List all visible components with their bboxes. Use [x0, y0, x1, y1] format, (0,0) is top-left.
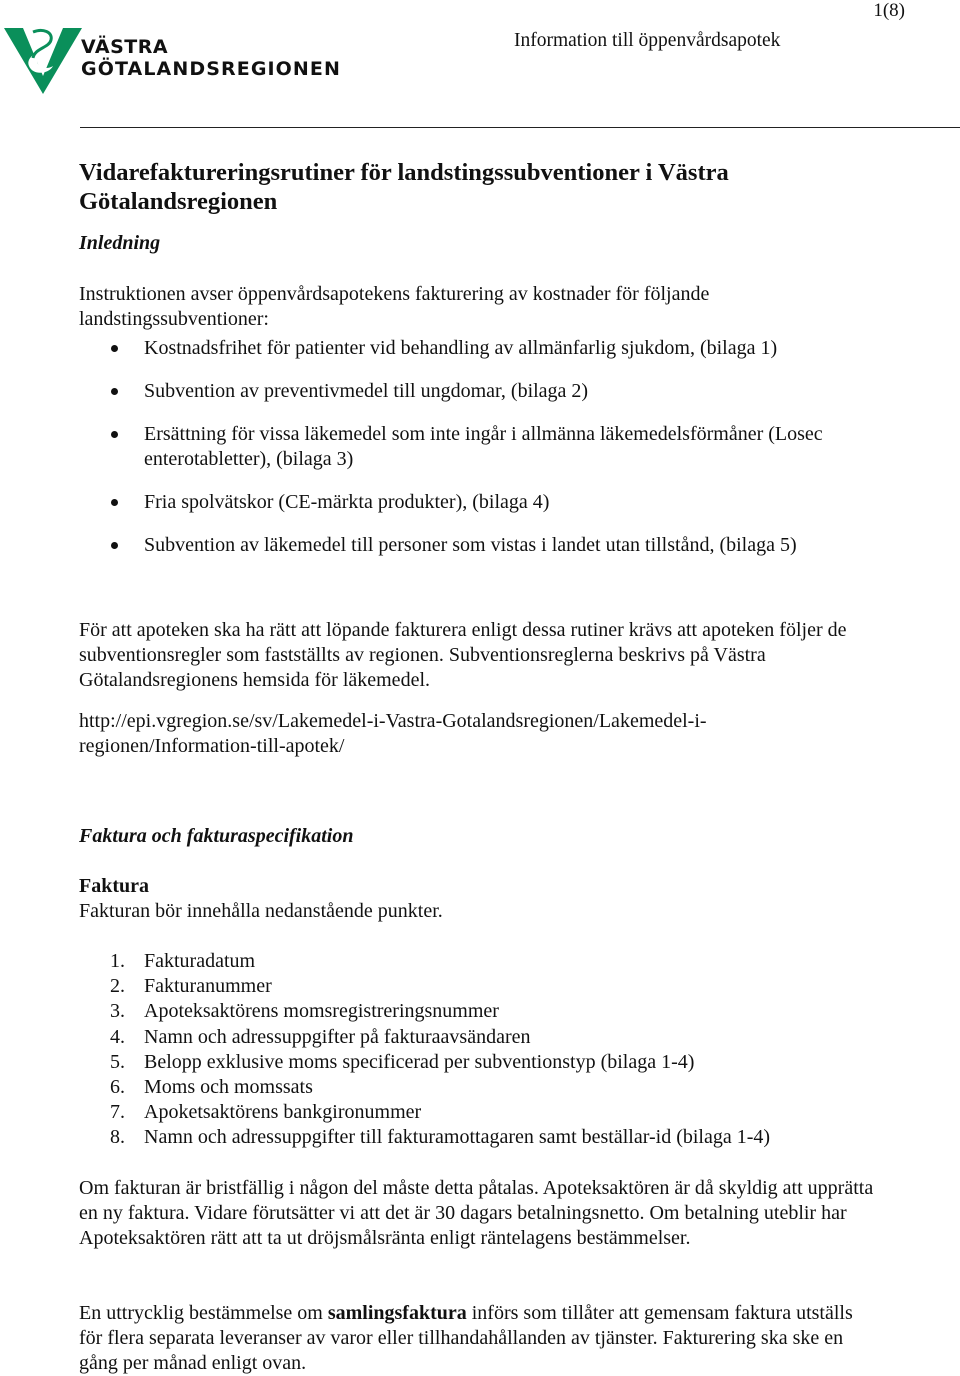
faktura-label: Faktura	[79, 875, 149, 897]
page-number: 1(8)	[873, 0, 905, 21]
list-item: 5. Belopp exklusive moms specificerad per subventionstyp (bilaga 1-4)	[110, 1050, 695, 1073]
header-divider	[80, 127, 960, 128]
list-item: 6. Moms och momssats	[110, 1076, 313, 1099]
list-item: 7. Apoketsaktörens bankgironummer	[110, 1101, 422, 1124]
collective-invoice-term: samlingsfaktura	[327, 1302, 467, 1324]
list-item: 8. Namn och adressuppgifter till fakturamottagaren samt beställar-id (bilaga 1-4)	[110, 1126, 771, 1149]
logo-text-line1: VÄSTRA	[81, 36, 169, 58]
list-item: 4. Namn och adressuppgifter på fakturaavsändaren	[110, 1025, 531, 1048]
invoice-items-list	[110, 949, 770, 1151]
subsidy-list	[108, 336, 868, 576]
faktura-intro: Fakturan bör innehålla nedanstående punkter.	[79, 900, 443, 922]
collective-invoice-paragraph: En uttrycklig bestämmelse om samlingsfaktura införs som tillåter att gemensam faktura utställs för flera separata leveranser av varor eller tillhandahållanden av tjänster. Fakturering ska ske en gång per månad enligt ovan.	[79, 1302, 853, 1374]
header-title: Information till öppenvårdsapotek	[514, 30, 781, 51]
list-item: Subvention av preventivmedel till ungdomar, (bilaga 2)	[108, 379, 868, 404]
list-item: Subvention av läkemedel till personer som vistas i landet utan tillstånd, (bilaga 5)	[108, 533, 868, 558]
deficient-invoice-paragraph: Om fakturan är bristfällig i någon del måste detta påtalas. Apoteksaktören är då skyldig att upprätta en ny faktura. Vidare förutsätter vi att det är 30 dagars betalningsnetto. Om betalning uteblir har Apoteksaktören rätt att ta ut dröjsmålsränta enligt räntelagens bestämmelser.	[79, 1177, 874, 1249]
document-title: Vidarefaktureringsrutiner för landstingssubventioner i Västra Götalandsregionen	[79, 159, 729, 215]
vgr-logo-icon	[3, 24, 83, 96]
regulations-link[interactable]: http://epi.vgregion.se/sv/Lakemedel-i-Vastra-Gotalandsregionen/Lakemedel-i- regionen/Information-till-apotek/	[79, 710, 707, 757]
intro-text: Instruktionen avser öppenvårdsapotekens fakturering av kostnader för följande landstingssubventioner:	[79, 283, 710, 330]
bullet-icon	[111, 499, 118, 506]
intro-heading: Inledning	[79, 232, 161, 254]
logo-text-line2: GÖTALANDSREGIONEN	[81, 58, 342, 80]
bullet-icon	[111, 388, 118, 395]
rules-paragraph: För att apoteken ska ha rätt att löpande fakturera enligt dessa rutiner krävs att apoteken följer de subventionsregler som fastställts av regionen. Subventionsreglerna beskrivs på Västra Götalandsregionens hemsida för läkemedel.	[79, 619, 847, 691]
list-item: Kostnadsfrihet för patienter vid behandling av allmänfarlig sjukdom, (bilaga 1)	[108, 336, 868, 361]
list-item: 2. Fakturanummer	[110, 975, 272, 998]
bullet-icon	[111, 431, 118, 438]
list-item: Ersättning för vissa läkemedel som inte ingår i allmänna läkemedelsförmåner (Losec enterotabletter), (bilaga 3)	[108, 422, 868, 472]
invoice-heading: Faktura och fakturaspecifikation	[79, 825, 354, 847]
list-item: 1. Fakturadatum	[110, 950, 256, 972]
bullet-icon	[111, 345, 118, 352]
list-item: 3. Apoteksaktörens momsregistreringsnummer	[110, 1000, 499, 1023]
bullet-icon	[111, 542, 118, 549]
list-item: Fria spolvätskor (CE-märkta produkter), (bilaga 4)	[108, 490, 868, 515]
